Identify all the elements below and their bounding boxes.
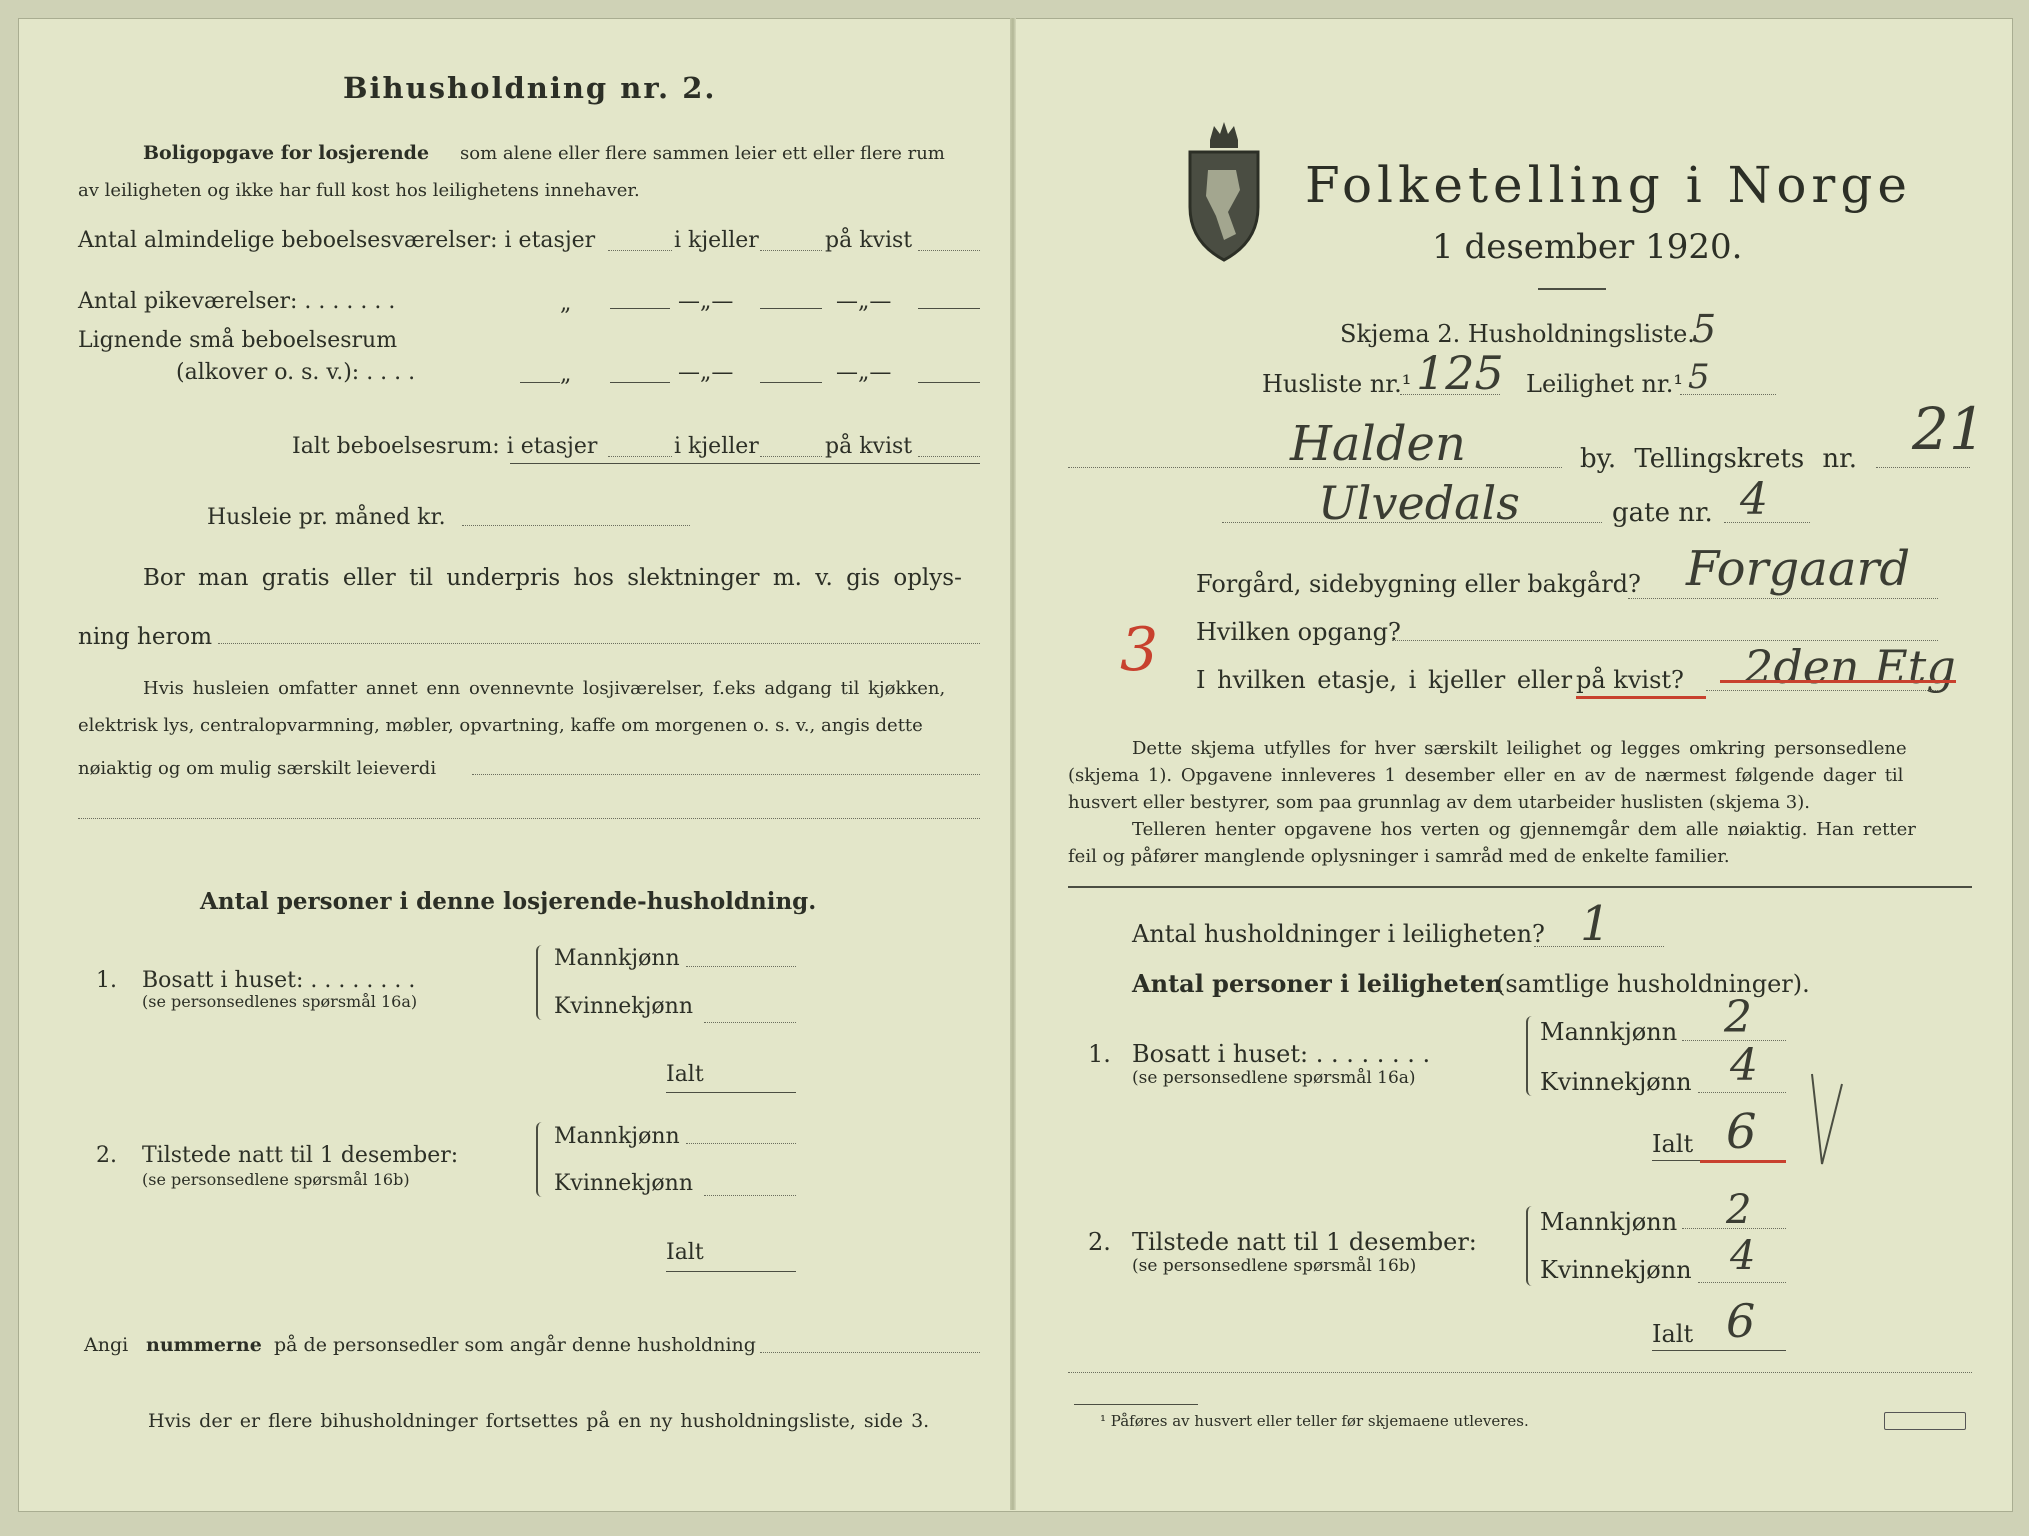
- persons-bold: Antal personer i leiligheten: [1132, 969, 1503, 998]
- right-q1-label: Bosatt i huset: . . . . . . . .: [1132, 1040, 1431, 1068]
- krets-number: 21: [1912, 395, 1986, 463]
- left-q2-female-label: Kvinnekjønn: [554, 1171, 693, 1196]
- leilighet-number: 5: [1688, 357, 1710, 397]
- right-q1-male-value: 2: [1724, 992, 1752, 1043]
- small-rooms-field-2[interactable]: [760, 382, 822, 383]
- rooms-cellar: i kjeller: [674, 228, 759, 253]
- rent-label: Husleie pr. måned kr.: [207, 505, 446, 530]
- continue-note: Hvis der er flere bihusholdninger fortsettes på en ny husholdningsliste, side 3.: [148, 1410, 930, 1432]
- right-q1-male-label: Mannkjønn: [1540, 1018, 1678, 1046]
- free-text-2: ning herom: [78, 624, 213, 650]
- numbers-bold: nummerne: [146, 1334, 262, 1356]
- forgard-field[interactable]: [1628, 598, 1938, 599]
- left-q1-female-field[interactable]: [704, 1022, 796, 1023]
- info-text-3: husvert eller bestyrer, som paa grunnlag av dem utarbeider huslisten (skjema 3).: [1068, 792, 1810, 813]
- info-text-4: Telleren henter opgavene hos verten og gjennemgår dem alle nøiaktig. Han retter: [1132, 819, 1916, 840]
- right-q1-total-label: Ialt: [1652, 1130, 1694, 1158]
- numbers-field[interactable]: [760, 1352, 980, 1353]
- husliste-field[interactable]: [1400, 394, 1500, 395]
- page-fold: [1010, 18, 1016, 1510]
- right-q1-female-value: 4: [1730, 1040, 1758, 1091]
- left-persons-heading: Antal personer i denne losjerende-husholdning.: [200, 888, 817, 915]
- right-q1-num: 1.: [1088, 1040, 1111, 1068]
- right-q2-sub: (se personsedlene spørsmål 16b): [1132, 1256, 1417, 1276]
- total-attic-field[interactable]: [918, 456, 980, 457]
- maid-ditto-2: —„—: [678, 289, 734, 314]
- right-q2-total-field[interactable]: [1652, 1350, 1786, 1351]
- free-field[interactable]: [218, 643, 980, 644]
- left-q2-male-label: Mannkjønn: [554, 1124, 680, 1149]
- left-q1-label: Bosatt i huset: . . . . . . . .: [142, 968, 416, 993]
- small-ditto-2: —„—: [678, 360, 734, 385]
- footnote-rule: [1074, 1404, 1198, 1405]
- right-q1-sub: (se personsedlene spørsmål 16a): [1132, 1068, 1416, 1088]
- etasje-field[interactable]: [1706, 690, 1938, 691]
- right-q2-male-field[interactable]: [1682, 1228, 1786, 1229]
- left-q2-label: Tilstede natt til 1 desember:: [142, 1143, 459, 1168]
- forgard-value: Forgaard: [1686, 541, 1911, 597]
- small-rooms-field-3[interactable]: [918, 382, 980, 383]
- rent-field[interactable]: [462, 525, 690, 526]
- households-field[interactable]: [1534, 946, 1664, 947]
- maid-ditto-1: „: [560, 291, 572, 316]
- right-q2-female-value: 4: [1730, 1233, 1756, 1279]
- etasje-label: I hvilken etasje, i kjeller eller: [1196, 666, 1573, 694]
- info-text-1: Dette skjema utfylles for hver særskilt leilighet og legges omkring personsedlene: [1132, 738, 1907, 759]
- schema-number: 5: [1692, 307, 1717, 351]
- krets-field[interactable]: [1876, 467, 1970, 468]
- maid-ditto-3: —„—: [836, 289, 892, 314]
- left-page-title: Bihusholdning nr. 2.: [343, 71, 717, 105]
- right-q1-female-field[interactable]: [1698, 1092, 1786, 1093]
- etasje-kvist-label: på kvist?: [1576, 666, 1684, 694]
- left-q1-female-label: Kvinnekjønn: [554, 994, 693, 1019]
- right-q1-total-value: 6: [1726, 1104, 1757, 1160]
- by-tellingskrets-label: by. Tellingskrets nr.: [1580, 444, 1858, 474]
- forgard-label: Forgård, sidebygning eller bakgård?: [1196, 570, 1641, 598]
- right-q1-brace: [1526, 1016, 1536, 1096]
- rooms-cellar-field[interactable]: [760, 250, 822, 251]
- left-q1-total-label: Ialt: [666, 1062, 704, 1087]
- persons-rest: (samtlige husholdninger).: [1496, 970, 1810, 998]
- right-q2-total-label: Ialt: [1652, 1320, 1694, 1348]
- left-q1-total-field[interactable]: [666, 1092, 796, 1093]
- street-field[interactable]: [1222, 522, 1602, 523]
- incl-field-1[interactable]: [472, 774, 980, 775]
- etasje-red-strike: [1720, 680, 1956, 683]
- right-q2-male-value: 2: [1726, 1187, 1752, 1233]
- right-q2-female-label: Kvinnekjønn: [1540, 1256, 1692, 1284]
- rooms-attic: på kvist: [825, 228, 913, 253]
- right-q2-num: 2.: [1088, 1228, 1111, 1256]
- info-text-2: (skjema 1). Opgavene innleveres 1 desember eller en av de nærmest følgende dager til: [1068, 765, 1904, 786]
- numbers-pre: Angi: [84, 1334, 129, 1356]
- left-q1-num: 1.: [96, 968, 117, 993]
- schema-label: Skjema 2. Husholdningsliste.: [1340, 320, 1695, 348]
- maid-field-3[interactable]: [918, 308, 980, 309]
- total-attic: på kvist: [825, 434, 913, 459]
- free-text-1: Bor man gratis eller til underpris hos slektninger m. v. gis oplys-: [143, 565, 962, 591]
- intro-rest: som alene eller flere sammen leier ett eller flere rum: [460, 143, 945, 164]
- left-q2-total-field[interactable]: [666, 1271, 796, 1272]
- rooms-etasjer-field[interactable]: [608, 250, 672, 251]
- husliste-number: 125: [1416, 346, 1504, 400]
- incl-field-2[interactable]: [78, 818, 980, 819]
- check-mark-icon: [1808, 1070, 1848, 1170]
- small-ditto-3: —„—: [836, 360, 892, 385]
- info-text-5: feil og påfører manglende oplysninger i samråd med de enkelte familier.: [1068, 846, 1730, 867]
- right-q2-total-value: 6: [1726, 1294, 1756, 1348]
- rooms-attic-field[interactable]: [918, 250, 980, 251]
- gate-label: gate nr.: [1612, 498, 1713, 528]
- small-ditto-1: „: [560, 362, 572, 387]
- city-field[interactable]: [1068, 467, 1562, 468]
- census-title: Folketelling i Norge: [1305, 156, 1912, 214]
- small-rooms-label-1: Lignende små beboelsesrum: [78, 328, 398, 353]
- small-rooms-field-1[interactable]: [610, 382, 670, 383]
- right-q2-label: Tilstede natt til 1 desember:: [1132, 1228, 1477, 1256]
- husliste-label: Husliste nr.¹: [1262, 370, 1412, 398]
- maid-rooms-label: Antal pikeværelser: . . . . . . .: [78, 289, 396, 314]
- total-rooms-label: Ialt beboelsesrum: i etasjer: [292, 434, 598, 459]
- right-q2-female-field[interactable]: [1698, 1282, 1786, 1283]
- right-q2-brace: [1526, 1206, 1536, 1286]
- left-q2-male-field[interactable]: [686, 1143, 796, 1144]
- city-name: Halden: [1290, 416, 1466, 472]
- leilighet-field[interactable]: [1680, 394, 1776, 395]
- maid-field-1[interactable]: [610, 308, 670, 309]
- left-q2-total-label: Ialt: [666, 1240, 704, 1265]
- left-q2-sub: (se personsedlene spørsmål 16b): [142, 1170, 410, 1189]
- printer-mark: [1884, 1412, 1966, 1430]
- numbers-post: på de personsedler som angår denne husholdning: [274, 1334, 756, 1356]
- kvist-red-underline: [1576, 696, 1706, 699]
- total-cellar-field[interactable]: [760, 456, 822, 457]
- left-q1-brace: [536, 945, 546, 1020]
- right-q1-total-red-underline: [1700, 1160, 1786, 1163]
- street-name: Ulvedals: [1318, 476, 1520, 530]
- incl-text-1: Hvis husleien omfatter annet enn ovennevnte losjiværelser, f.eks adgang til kjøkken,: [143, 678, 946, 699]
- census-date: 1 desember 1920.: [1432, 227, 1743, 267]
- etasje-value: 2den Etg: [1744, 640, 1956, 694]
- left-q2-female-field[interactable]: [704, 1195, 796, 1196]
- left-q1-male-field[interactable]: [686, 966, 796, 967]
- gate-field[interactable]: [1724, 522, 1810, 523]
- info-divider: [1068, 886, 1972, 888]
- intro-bold: Boligopgave for losjerende: [143, 142, 430, 164]
- small-rooms-field-0[interactable]: [520, 382, 560, 383]
- maid-field-2[interactable]: [760, 308, 822, 309]
- incl-text-2: elektrisk lys, centralopvarmning, møbler, opvartning, kaffe om morgenen o. s. v., angis dette: [78, 715, 923, 736]
- right-q2-male-label: Mannkjønn: [1540, 1208, 1678, 1236]
- left-q1-sub: (se personsedlenes spørsmål 16a): [142, 992, 418, 1011]
- small-rooms-label-2: (alkover o. s. v.): . . . .: [176, 360, 416, 385]
- households-value: 1: [1580, 896, 1611, 952]
- households-label: Antal husholdninger i leiligheten?: [1132, 920, 1545, 948]
- right-blank-field[interactable]: [1068, 1372, 1972, 1373]
- gate-number: 4: [1740, 474, 1768, 525]
- rooms-label: Antal almindelige beboelsesværelser: i etasjer: [78, 228, 596, 253]
- left-q1-male-label: Mannkjønn: [554, 946, 680, 971]
- left-q2-brace: [536, 1122, 546, 1197]
- left-q2-num: 2.: [96, 1143, 117, 1168]
- total-rooms-underline: [510, 463, 980, 464]
- footnote: ¹ Påføres av husvert eller teller før skjemaene utleveres.: [1100, 1412, 1529, 1430]
- coat-of-arms-icon: [1180, 112, 1268, 262]
- red-mark-3: 3: [1120, 615, 1159, 685]
- opgang-label: Hvilken opgang?: [1196, 618, 1401, 646]
- intro-line2: av leiligheten og ikke har full kost hos leilighetens innehaver.: [78, 180, 640, 201]
- leilighet-label: Leilighet nr.¹: [1526, 370, 1684, 398]
- incl-text-3: nøiaktig og om mulig særskilt leieverdi: [78, 758, 437, 779]
- total-etasjer-field[interactable]: [608, 456, 672, 457]
- right-q1-female-label: Kvinnekjønn: [1540, 1068, 1692, 1096]
- total-cellar: i kjeller: [674, 434, 759, 459]
- title-rule: [1538, 288, 1606, 290]
